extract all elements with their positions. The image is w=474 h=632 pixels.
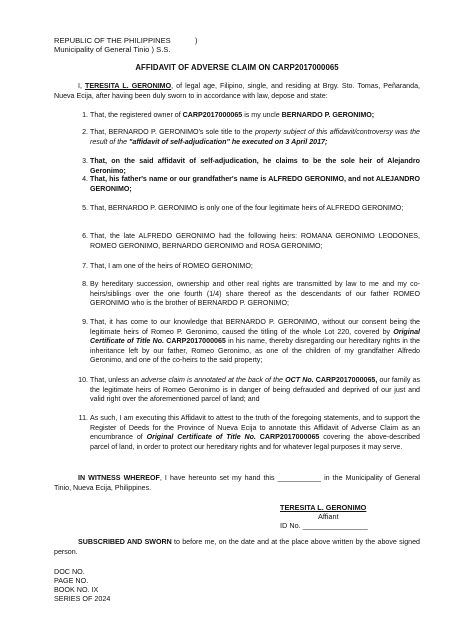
- intro-paragraph: I, TERESITA L. GERONIMO, of legal age, Filipino, single, and residing at Brgy. Sto. Tomas, Peñaranda, Nueva Ecija, after having been duly sworn to in accordance with law, depose and state:: [54, 82, 420, 100]
- list-item: By hereditary succession, ownership and other real rights are transmitted by law to me and my co-heirs/siblings over the one fourth (1/4) share thereof as the descendants of our father ROMEO GERONIMO who is the brother of BERNARDO P. GERONIMO;: [90, 280, 420, 308]
- item-number: 11.: [78, 414, 88, 422]
- affiant-name: TERESITA L. GERONIMO: [85, 82, 172, 90]
- list-item: That, unless an adverse claim is annotated at the back of the OCT No. CARP2017000065, our family as the legitimate heirs of Romeo Geronimo is in danger of being defrauded and deprived of our just and valid right over the aforementioned parcel of land; and: [90, 376, 420, 404]
- doc-no: DOC NO.: [54, 567, 85, 576]
- list-item: That, on the said affidavit of self-adjudication, he claims to be the sole heir of Alejandro Geronimo;: [90, 157, 420, 175]
- item-number: 7.: [82, 262, 88, 270]
- list-item: That, BERNARDO P. GERONIMO is only one of the four legitimate heirs of ALFREDO GERONIMO;: [90, 204, 404, 212]
- list-item: That, BERNARDO P. GERONIMO's sole title to the property subject of this affidavit/controversy was the result of the "affidavit of self-adjudication" he executed on 3 April 2017;: [90, 128, 420, 146]
- subscribed-paragraph: SUBSCRIBED AND SWORN to before me, on the date and at the place above written by the above signed person.: [54, 538, 421, 556]
- header-municipality: Municipality of General Tinio ) S.S.: [54, 45, 171, 54]
- series-no: SERIES OF 2024: [54, 594, 111, 603]
- item-number: 1.: [82, 111, 88, 119]
- item-number: 6.: [82, 232, 88, 240]
- item-number: 2.: [82, 128, 88, 136]
- affiant-signature-name: TERESITA L. GERONIMO: [280, 503, 367, 512]
- list-item: That, the registered owner of CARP2017000065 is my uncle BERNARDO P. GERONIMO;: [90, 111, 375, 119]
- header-paren: ): [195, 36, 198, 45]
- item-number: 5.: [82, 204, 88, 212]
- list-item: That, I am one of the heirs of ROMEO GERONIMO;: [90, 262, 253, 270]
- witness-paragraph: IN WITNESS WHEREOF, I have hereunto set my hand this ___________ in the Municipality of General Tinio, Nueva Ecija, Philippines.: [54, 474, 420, 492]
- affiant-role: Affiant: [318, 512, 339, 521]
- item-number: 10.: [78, 376, 88, 384]
- item-number: 3.: [82, 157, 88, 165]
- header-republic: REPUBLIC OF THE PHILIPPINES ): [54, 36, 198, 45]
- book-no: BOOK NO. IX: [54, 585, 99, 594]
- item-number: 4.: [82, 175, 88, 183]
- page-no: PAGE NO.: [54, 576, 89, 585]
- item-number: 8.: [82, 280, 88, 288]
- item-number: 9.: [82, 318, 88, 326]
- document-title: AFFIDAVIT OF ADVERSE CLAIM ON CARP2017000065: [135, 63, 339, 72]
- list-item: That, his father's name or our grandfather's name is ALFREDO GERONIMO, and not ALEJANDRO GERONIMO;: [90, 175, 420, 193]
- list-item: That, it has come to our knowledge that BERNARDO P. GERONIMO, without our consent being the legitimate heirs of Romeo P. Geronimo, caused the titling of the whole Lot 220, covered by Original Certificate of Title No. CARP2017000065 in his name, thereby disregarding our hereditary rights in the inheritance left by our father, Romeo Geronimo, as one of the children of my grandfather Alfredo Geronimo, and one of the co-heirs to the said property;: [90, 318, 420, 365]
- list-item: That, the late ALFREDO GERONIMO had the following heirs: ROMANA GERONIMO LEODONES, ROMEO GERONIMO, BERNARDO GERONIMO and ROSA GERONIMO;: [90, 232, 420, 250]
- list-item: As such, I am executing this Affidavit to attest to the truth of the foregoing statements, and to support the Register of Deeds for the Province of Nueva Ecija to annotate this Affidavit of Adverse Claim as an encumbrance of Original Certificate of Title No. CARP2017000065 covering the above-described parcel of land, in order to protect our hereditary rights and for whatever legal purposes it may serve.: [90, 414, 420, 451]
- id-number-line: ID No. ________________: [280, 521, 368, 530]
